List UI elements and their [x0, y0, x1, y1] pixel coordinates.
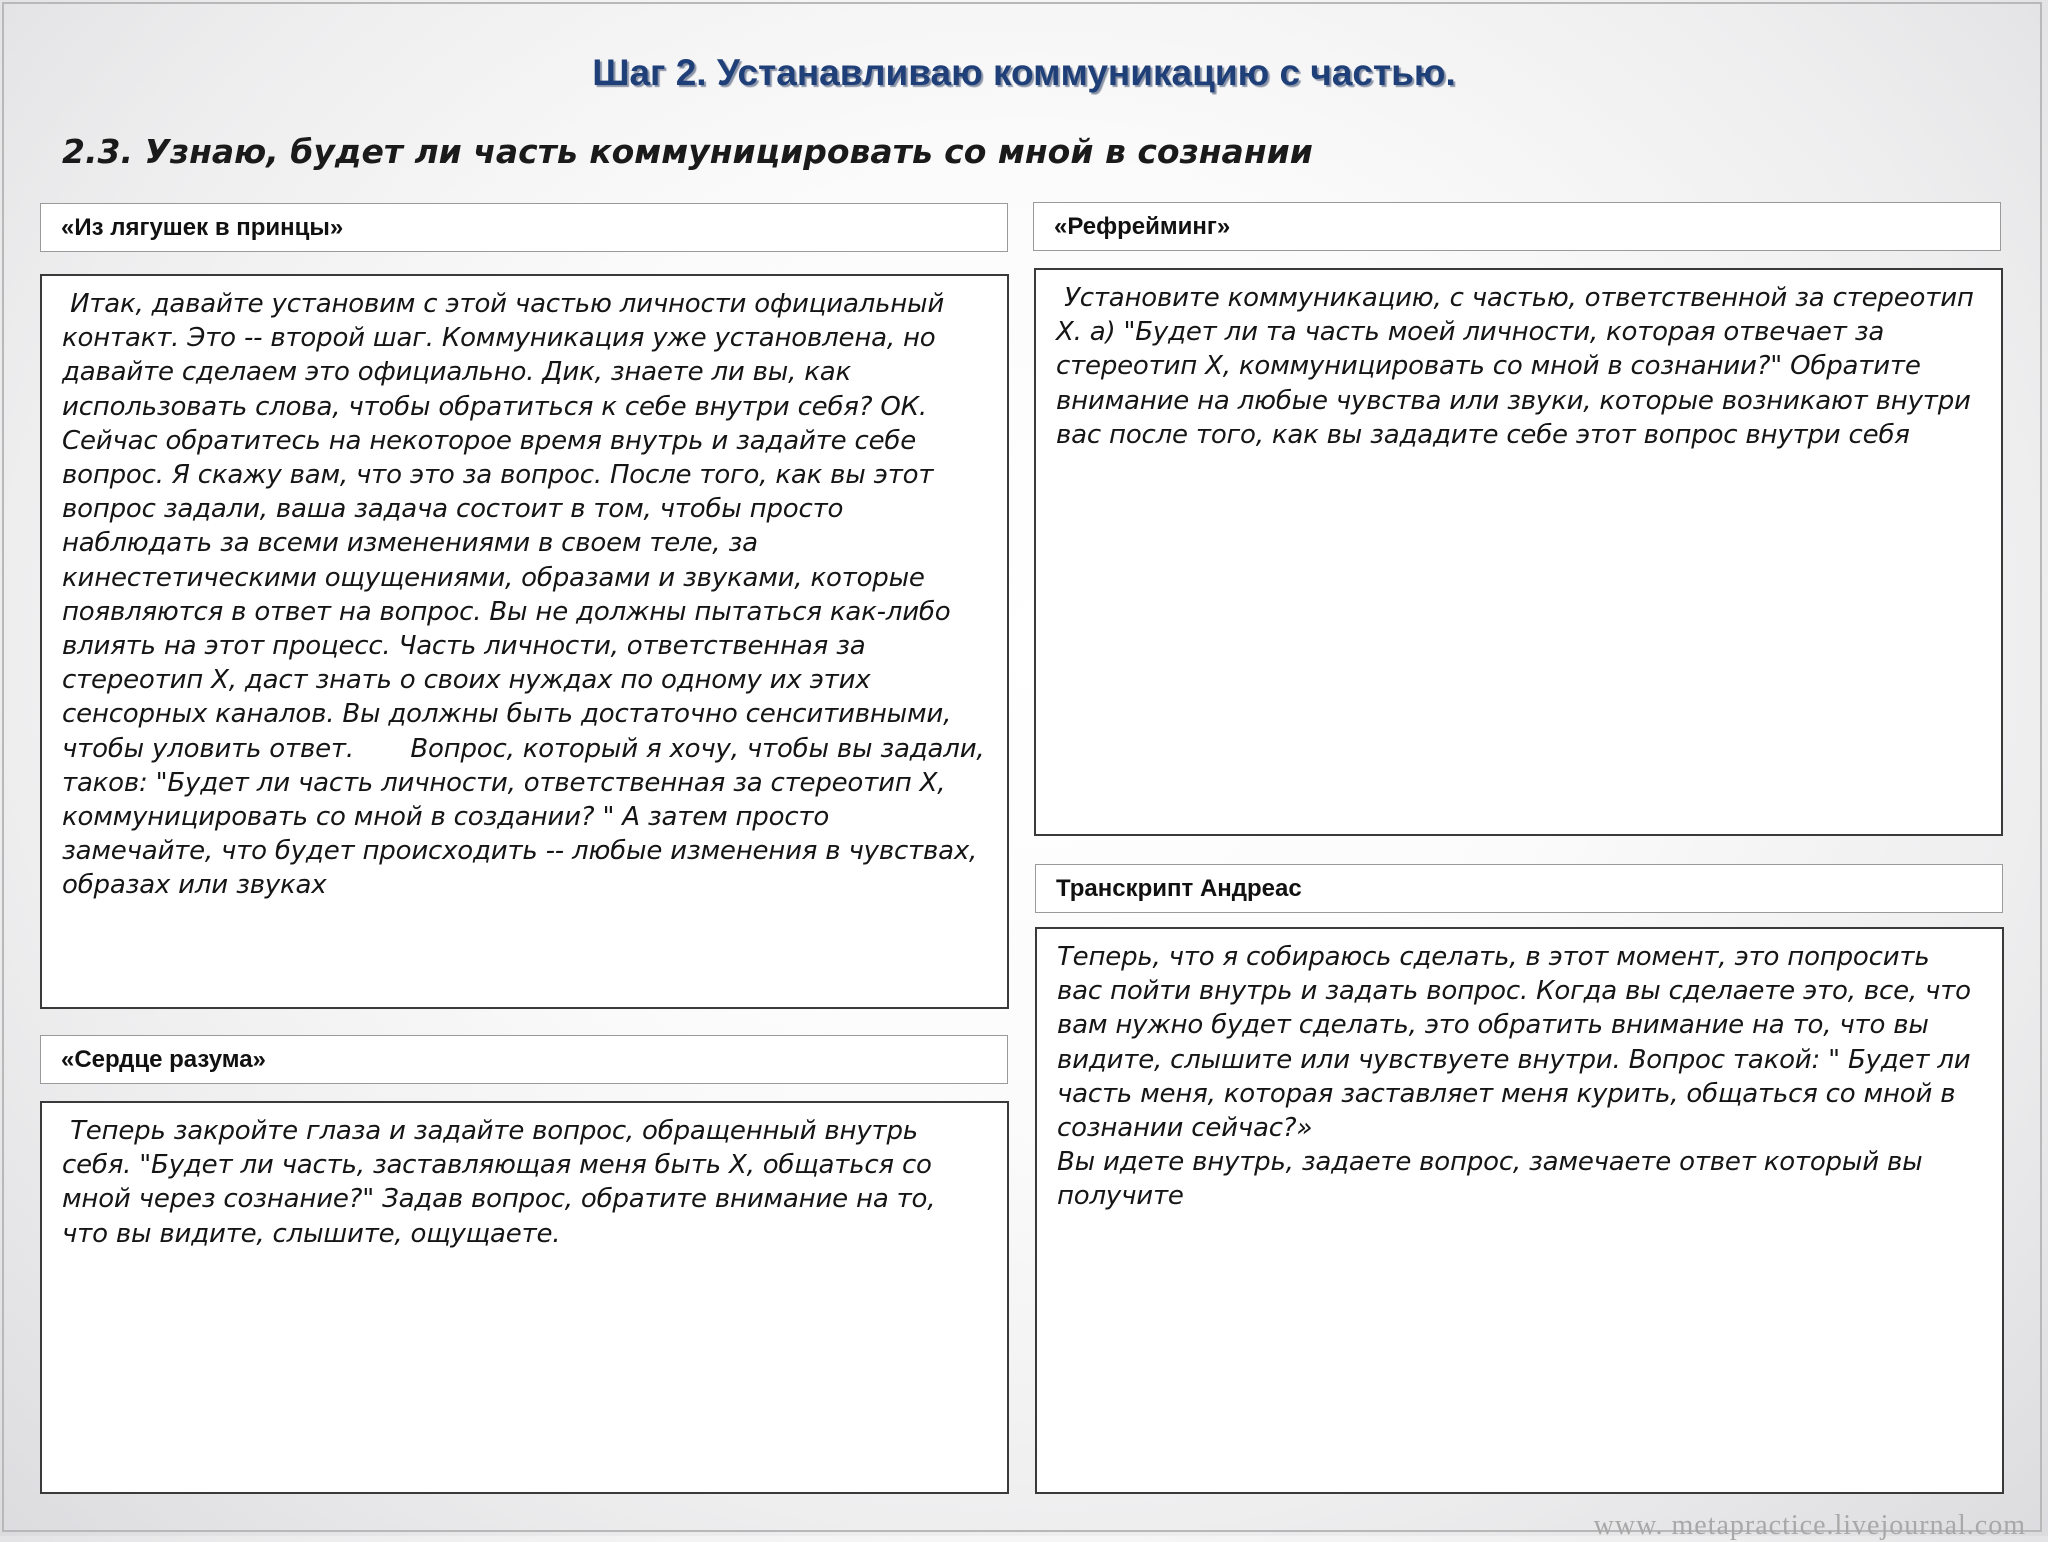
panel-text-reframing: Установите коммуникацию, с частью, ответственной за стереотип X. а) "Будет ли та часть моей личности, которая отвечает за стереотип X, коммуницировать со мной в сознании?" Обратите внимание на любые чувства или звуки, которые возникают внутри вас после того, как вы зададите себе этот вопрос внутри себя — [1034, 268, 2003, 836]
panel-label-heart: «Сердце разума» — [40, 1035, 1008, 1084]
panel-label-andreas: Транскрипт Андреас — [1035, 864, 2003, 913]
slide-title: Шаг 2. Устанавливаю коммуникацию с частью. — [592, 52, 1456, 93]
panel-text-andreas: Теперь, что я собираюсь сделать, в этот момент, это попросить вас пойти внутрь и задать вопрос. Когда вы сделаете это, все, что вам нужно будет сделать, это обратить внимание на то, что вы видите, слышите или чувствуете внутри. Вопрос такой: " Будет ли часть меня, которая заставляет меня курить, общаться со мной в сознании сейчас?» Вы идете внутрь, задаете вопрос, замечаете ответ который вы получите — [1035, 927, 2004, 1494]
panel-text-heart: Теперь закройте глаза и задайте вопрос, обращенный внутрь себя. "Будет ли часть, заставляющая меня быть X, общаться со мной через сознание?" Задав вопрос, обратите внимание на то, что вы видите, слышите, ощущаете. — [40, 1101, 1009, 1494]
panel-label-reframing: «Рефрейминг» — [1033, 202, 2001, 251]
slide-subtitle: 2.3. Узнаю, будет ли часть коммуницировать со мной в сознании — [62, 132, 1313, 171]
panel-label-frogs: «Из лягушек в принцы» — [40, 203, 1008, 252]
footer-url: www. metapractice.livejournal.com — [1593, 1510, 2026, 1541]
panel-text-frogs: Итак, давайте установим с этой частью личности официальный контакт. Это -- второй шаг. Коммуникация уже установлена, но давайте сделаем это официально. Дик, знаете ли вы, как использовать слова, чтобы обратиться к себе внутри себя? ОК. Сейчас обратитесь на некоторое время внутрь и задайте себе вопрос. Я скажу вам, что это за вопрос. После того, как вы этот вопрос задали, ваша задача состоит в том, чтобы просто наблюдать за всеми изменениями в своем теле, за кинестетическими ощущениями, образами и звуками, которые появляются в ответ на вопрос. Вы не должны пытаться как-либо влиять на этот процесс. Часть личности, ответственная за стереотип X, даст знать о своих нуждах по одному их этих сенсорных каналов. Вы должны быть достаточно сенситивными, чтобы уловить ответ. Вопрос, который я хочу, чтобы вы задали, таков: "Будет ли часть личности, ответственная за стереотип X, коммуницировать со мной в создании? " А затем просто замечайте, что будет происходить -- любые изменения в чувствах, образах или звуках — [40, 274, 1009, 1009]
